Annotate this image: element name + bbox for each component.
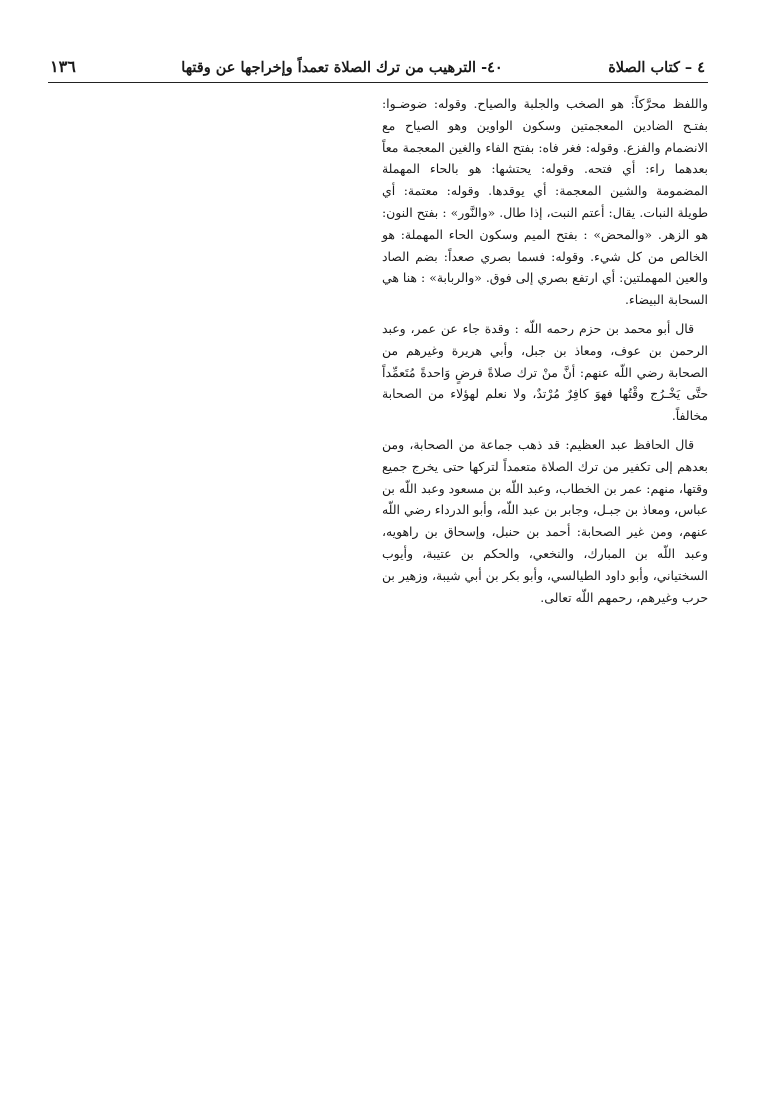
running-header (50, 57, 705, 81)
paragraph-ibn-hazm: قال أبو محمد بن حزم رحمه اللّه : وقدة جاء عن عمر، وعبد الرحمن بن عوف، ومعاذ بن جبل، وأبي هريرة وغيرهم من الصحابة رضي اللّه عنهم: أنَّ منْ ترك صلاةً فرضٍ وَاحدةً مُتَعمِّداً حتَّى يَخْـرُج وقْتُها فهوَ كافِرٌ مُرْتدٌ، ولا نعلم لهؤلاء من الصحابة مخالفاً. (382, 320, 708, 424)
page-number: ١٣٦ (50, 57, 76, 76)
section-title: ٤٠- الترهيب من ترك الصلاة تعمداً وإخراجها عن وقتها (181, 59, 503, 76)
paragraph-glossary: واللفظ محرَّكاً: هو الصخب والجلبة والصياح. وقوله: ضوضـوا: بفتـح الضادين المعجمتين وسكون الواوين وهو الصياح مع الانضمام والفزع. وقوله: فغر فاه: بفتح الفاء والغين المعجمة معاً بعدهما راء: أي فتحه. وقوله: يحتشها: هو بالحاء المهملة المضمومة والشين المعجمة: أي يوقدها. وقوله: معتمة: أي طويلة النبات. يقال: أعتم النبت، إذا طال. «والنَّور» : بفتح النون: هو الزهر. «والمحض» : بفتح الميم وسكون الحاء المهملة: هو الخالص من كل شيء. وقوله: فسما بصري صعداً: بضم الصاد والعين المهملتين: أي ارتفع بصري إلى فوق. «والربابة» : هنا هي السحابة البيضاء. (382, 96, 708, 308)
header-divider (48, 82, 708, 83)
paragraph-al-hafiz: قال الحافظ عبد العظيم: قد ذهب جماعة من الصحابة، ومن بعدهم إلى تكفير من ترك الصلاة متعمداً لتركها حتى يخرج جميع وقتها، منهم: عمر بن الخطاب، وعبد اللّه بن مسعود وعبد اللّه بن عباس، ومعاذ بن جبـل، وجابر بن عبد اللّه، وأبو الدرداء رضي اللّه عنهم، ومن غير الصحابة: أحمد بن حنبل، وإسحاق بن راهويه، وعبد اللّه بن المبارك، والنخعي، والحكم بن عتيبة، وأيوب السختياني، وأبو داود الطيالسي، وأبو بكر بن أبي شيبة، وزهير بن حرب وغيرهم، رحمهم اللّه تعالى. (382, 436, 708, 605)
body-text (382, 93, 708, 608)
chapter-title: ٤ – كتاب الصلاة (608, 59, 705, 76)
